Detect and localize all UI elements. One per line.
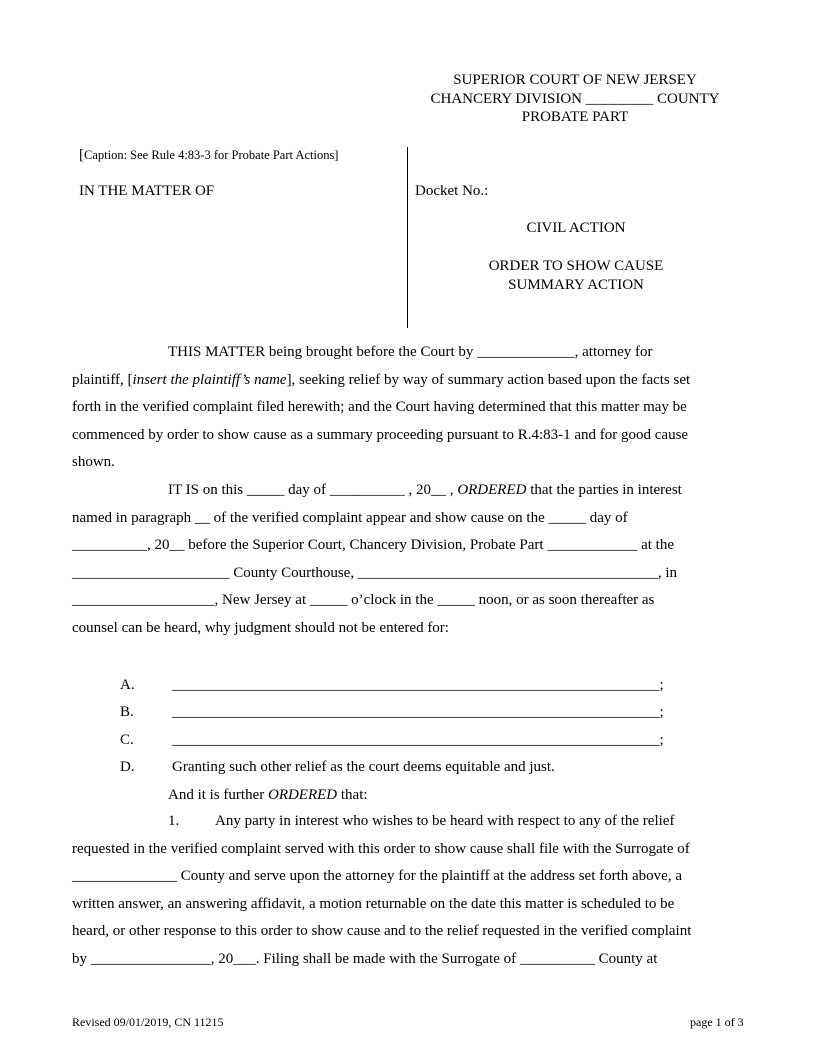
civil-action-label: CIVIL ACTION (526, 220, 626, 236)
p1-line1: THIS MATTER being brought before the Court by _____________, attorney for (168, 344, 653, 360)
caption-note (79, 147, 338, 164)
p2-line1-a: IT IS on this _____ day of __________ , 20__ , (168, 482, 458, 498)
further-ordered (168, 787, 368, 804)
further-c: that: (337, 787, 368, 803)
court-header (410, 71, 740, 127)
item-b-label: B. (120, 704, 134, 720)
p3-line4: written answer, an answering affidavit, a motion returnable on the date this matter is scheduled to be (72, 895, 675, 912)
further-a: And it is further (168, 787, 268, 803)
p1-line2-a: plaintiff, [ (72, 371, 133, 388)
court-division: CHANCERY DIVISION _________ COUNTY (430, 90, 720, 107)
docket-label: Docket No.: (415, 183, 489, 199)
p1-line2-c: ], seeking relief by way of summary action based upon the facts set (286, 371, 691, 388)
p3-line1 (72, 808, 742, 836)
p2-line1 (72, 477, 742, 505)
court-part: PROBATE PART (521, 109, 629, 125)
p2-line5: ___________________, New Jersey at _____ o’clock in the _____ noon, or as soon thereafter as (72, 592, 655, 609)
p2-line4: _____________________ County Courthouse, ________________________________________, in (72, 564, 678, 581)
p2-line2: named in paragraph __ of the verified complaint appear and show cause on the _____ day of (72, 509, 628, 526)
p1-plaintiff-placeholder: insert the plaintiff’s name (132, 371, 287, 388)
item-c-blank: _________________________________________________________________; (172, 732, 664, 748)
item-a-blank: _________________________________________________________________; (172, 677, 664, 693)
p3-line5: heard, or other response to this order to show cause and to the relief requested in the verified complaint (72, 923, 692, 940)
document-title-line2: SUMMARY ACTION (508, 276, 644, 293)
item-b-blank: _________________________________________________________________; (172, 704, 664, 720)
p3-line3: ______________ County and serve upon the attorney for the plaintiff at the address set forth above, a (72, 868, 682, 885)
p1-line5: shown. (72, 454, 115, 471)
footer-revised: Revised 09/01/2019, CN 11215 (72, 1015, 224, 1029)
footer-page-number: page 1 of 3 (690, 1015, 744, 1029)
p3-line6: by ________________, 20___. Filing shall be made with the Surrogate of __________ County at (72, 950, 658, 967)
paragraph-this-matter (72, 339, 742, 477)
paragraph-it-is-ordered (72, 477, 742, 643)
p3-line2: requested in the verified complaint served with this order to show cause shall file with the Surrogate of (72, 840, 690, 857)
p2-ordered: ORDERED (457, 482, 527, 498)
court-name: SUPERIOR COURT OF NEW JERSEY (453, 72, 697, 88)
matter-label: IN THE MATTER OF (79, 183, 215, 199)
further-ordered-word: ORDERED (267, 787, 338, 803)
p1-line2 (72, 367, 742, 395)
p1-line4: commenced by order to show cause as a summary proceeding pursuant to R.4:83-1 and for good cause (72, 426, 689, 443)
p2-line6: counsel can be heard, why judgment should not be entered for: (72, 619, 449, 636)
document-title-line1: ORDER TO SHOW CAUSE (488, 258, 664, 274)
p3-line1-text: Any party in interest who wishes to be heard with respect to any of the relief (215, 813, 675, 829)
caption-note-text: Caption: See Rule 4:83-3 for Probate Part Actions] (84, 148, 339, 162)
p2-line3: __________, 20__ before the Superior Court, Chancery Division, Probate Part ____________ at the (72, 537, 674, 554)
p2-line1-c: that the parties in interest (526, 482, 682, 498)
caption-bracket: [ (79, 147, 84, 163)
item-d-label: D. (120, 759, 135, 775)
document-title (415, 257, 737, 294)
p3-number: 1. (168, 813, 180, 829)
paragraph-1 (72, 808, 742, 974)
item-a-label: A. (120, 677, 135, 693)
p1-line3: forth in the verified complaint filed herewith; and the Court having determined that this matter may be (72, 399, 687, 416)
caption-divider (407, 147, 408, 328)
item-c-label: C. (120, 732, 134, 748)
item-d-text: Granting such other relief as the court deems equitable and just. (172, 759, 555, 775)
